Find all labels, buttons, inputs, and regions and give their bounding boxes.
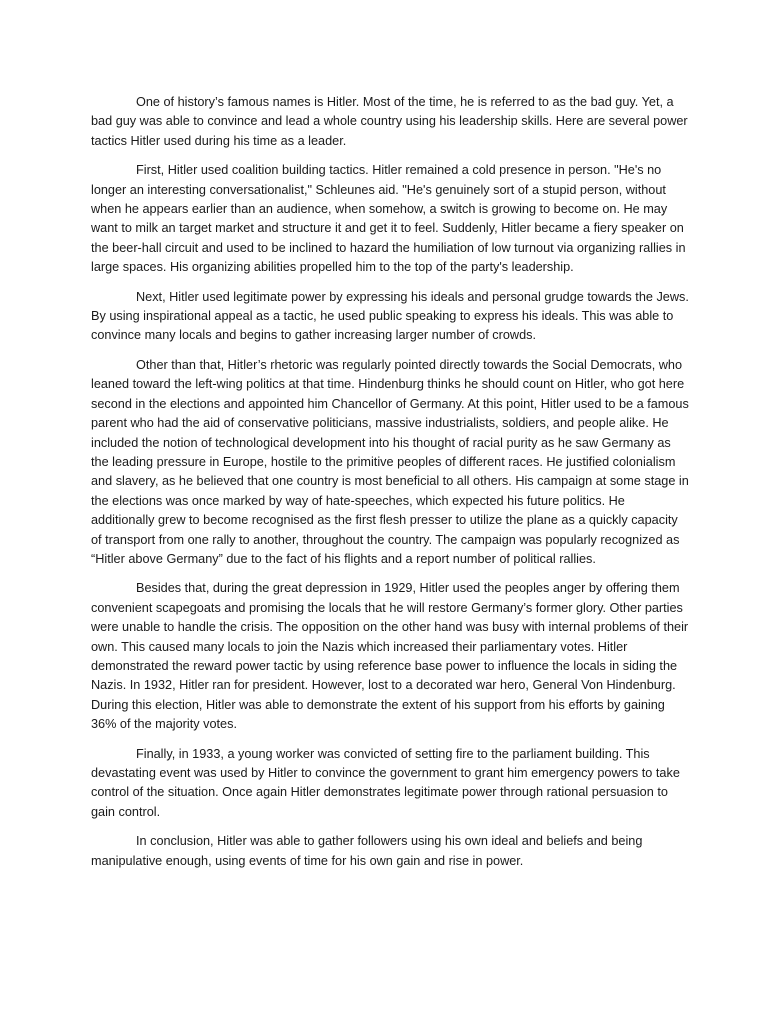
paragraph-great-depression: Besides that, during the great depression in 1929, Hitler used the peoples anger by offering them convenient scapegoats and promising the locals that he will restore Germany’s former glory. Other parties were unable to handle the crisis. The opposition on the other hand was busy with internal problems of their own. This caused many locals to join the Nazis which increased their parliamentary votes. Hitler demonstrated the reward power tactic by using reference base power to influence the locals in siding the Nazis. In 1932, Hitler ran for president. However, lost to a decorated war hero, General Von Hindenburg. During this election, Hitler was able to demonstrate the extent of his support from his efforts by gaining 36% of the majority votes. xyxy=(91,581,689,732)
paragraph-intro: One of history’s famous names is Hitler. Most of the time, he is referred to as the bad guy. Yet, a bad guy was able to convince and lead a whole country using his leadership skills. Here are several power tactics Hitler used during his time as a leader. xyxy=(91,95,688,148)
document-body xyxy=(91,93,689,881)
paragraph-parliament-fire: Finally, in 1933, a young worker was convicted of setting fire to the parliament building. This devastating event was used by Hitler to convince the government to grant him emergency powers to take control of the situation. Once again Hitler demonstrates legitimate power through rational persuasion to gain control. xyxy=(91,746,680,819)
paragraph-coalition-building: First, Hitler used coalition building tactics. Hitler remained a cold presence in person. "He's no longer an interesting conversationalist," Schleunes aid. "He's genuinely sort of a stupid person, without when he appears earlier than an audience, when somehow, a switch is growing to become on. He may want to milk an target market and structure it and get it to feel. Suddenly, Hitler became a fiery speaker on the beer-hall circuit and used to be inclined to hazard the humiliation of low turnout via organizing rallies in large spaces. His organizing abilities propelled him to the top of the party's leadership. xyxy=(91,163,686,275)
paragraph-rhetoric: Other than that, Hitler’s rhetoric was regularly pointed directly towards the Social Democrats, who leaned toward the left-wing politics at that time. Hindenburg thinks he should count on Hitler, who got here second in the elections and appointed him Chancellor of Germany. At this point, Hitler used to be a famous parent who had the aid of conservative politicians, massive industrialists, soldiers, and people alike. He included the notion of technological development into his thought of racial purity as he saw Germany as the leading pressure in Europe, hostile to the primitive peoples of different races. He justified colonialism and slavery, as he believed that one country is most beneficial to all others. His campaign at some stage in the elections was once marked by way of hate-speeches, which expected his future politics. He additionally grew to become recognised as the first flesh presser to utilize the plane as a quickly capacity of transport from one rally to another, throughout the country. The campaign was popularly recognized as “Hitler above Germany” due to the fact of his flights and a report number of political rallies. xyxy=(91,357,689,566)
paragraph-legitimate-power: Next, Hitler used legitimate power by expressing his ideals and personal grudge towards the Jews. By using inspirational appeal as a tactic, he used public speaking to express his ideals. This was able to convince many locals and begins to gather increasing larger number of crowds. xyxy=(91,289,689,343)
paragraph-conclusion: In conclusion, Hitler was able to gather followers using his own ideal and beliefs and being manipulative enough, using events of time for his own gain and rise in power. xyxy=(91,834,643,868)
